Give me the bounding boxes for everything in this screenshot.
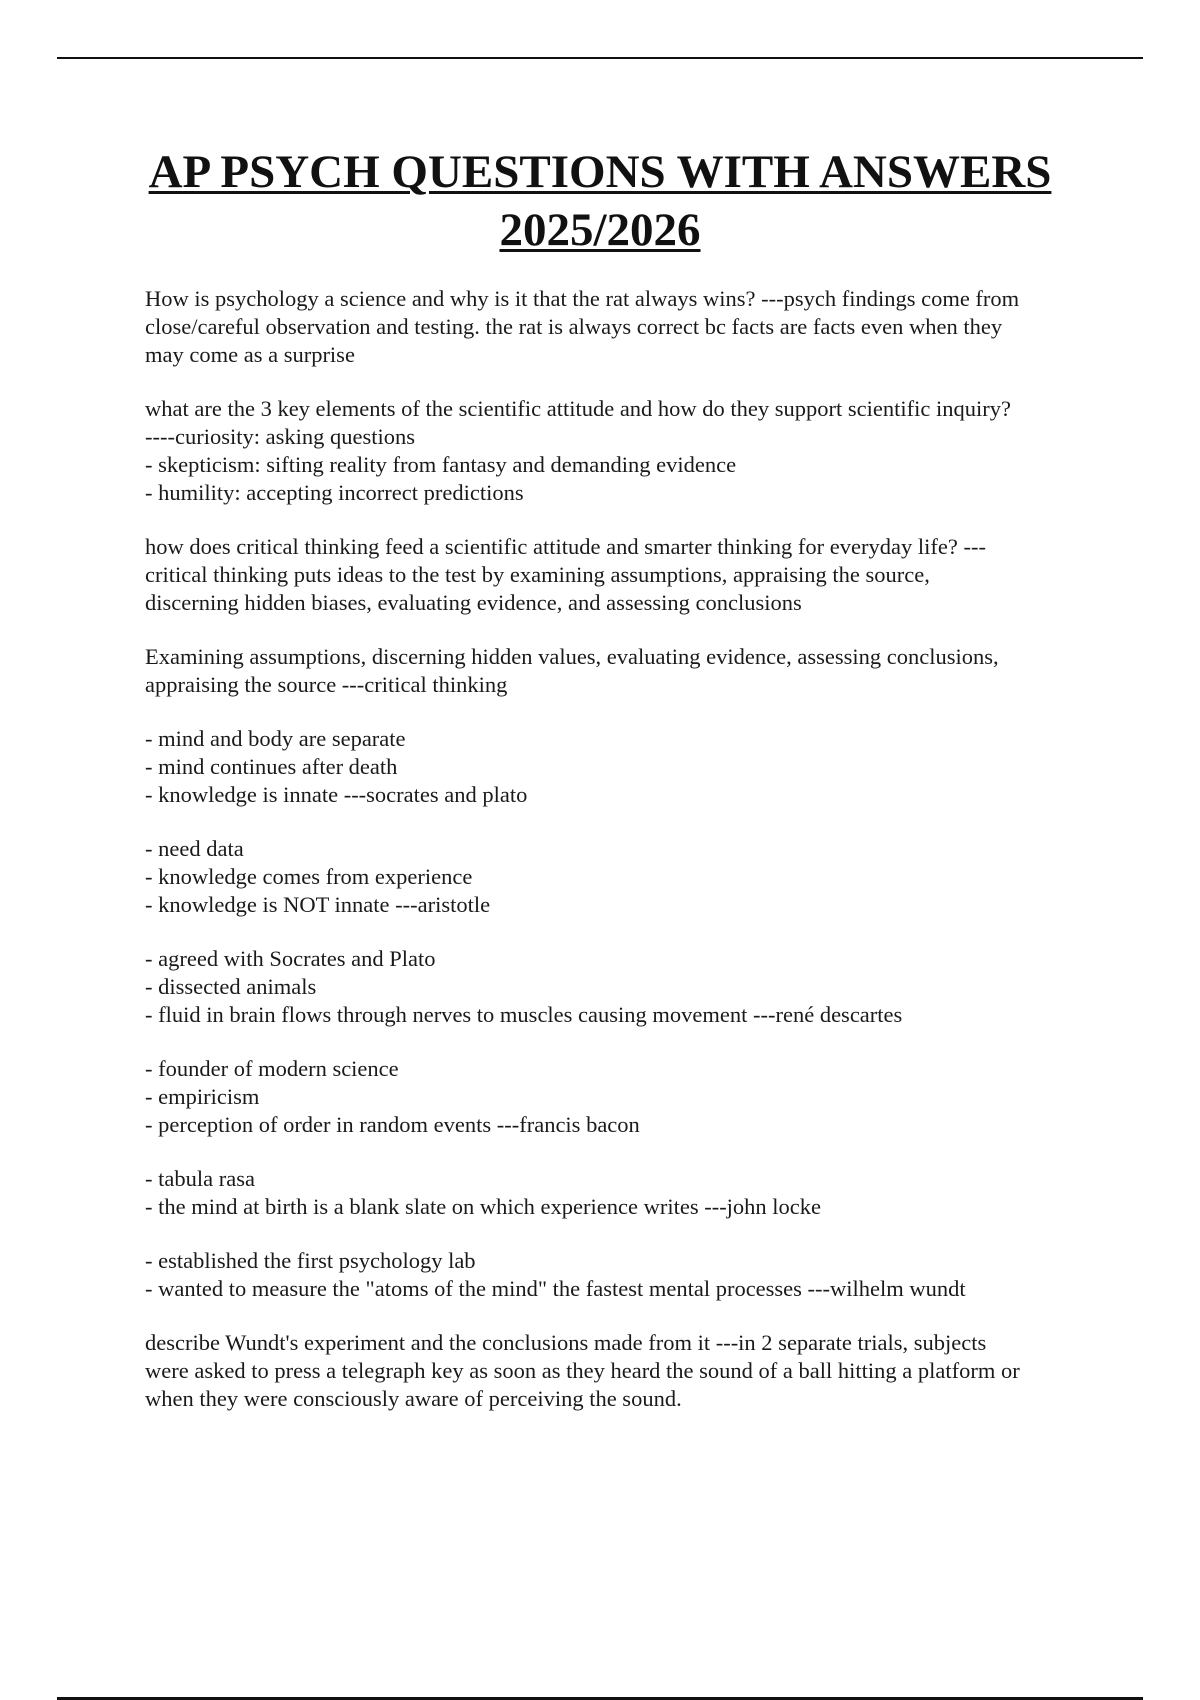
qa-entry-line: when they were consciously aware of perceiving the sound.	[145, 1386, 682, 1411]
qa-entry	[145, 533, 1100, 617]
qa-entry-line: - wanted to measure the "atoms of the mind" the fastest mental processes ---wilhelm wundt	[145, 1276, 966, 1301]
qa-entry-line: Examining assumptions, discerning hidden values, evaluating evidence, assessing conclusions,	[145, 644, 999, 669]
qa-entry-line: - knowledge is innate ---socrates and plato	[145, 782, 528, 807]
qa-entry-line: appraising the source ---critical thinking	[145, 672, 508, 697]
qa-entry-line: - dissected animals	[145, 974, 317, 999]
qa-entry-line: - established the first psychology lab	[145, 1248, 476, 1273]
document-title	[100, 143, 1100, 259]
qa-entry	[145, 1329, 1100, 1413]
qa-entry	[145, 643, 1100, 699]
top-rule	[57, 57, 1143, 59]
qa-entry-line: discerning hidden biases, evaluating evidence, and assessing conclusions	[145, 590, 802, 615]
qa-entry-line: - agreed with Socrates and Plato	[145, 946, 436, 971]
qa-entry-line: - mind continues after death	[145, 754, 398, 779]
qa-entry	[145, 1055, 1100, 1139]
qa-entry	[145, 725, 1100, 809]
qa-entry-line: what are the 3 key elements of the scientific attitude and how do they support scientific inquiry?	[145, 396, 1011, 421]
title-line-1: AP PSYCH QUESTIONS WITH ANSWERS	[148, 146, 1052, 198]
qa-entry-line: - humility: accepting incorrect predictions	[145, 480, 524, 505]
question-answer-list	[145, 285, 1100, 1439]
qa-entry-line: - knowledge is NOT innate ---aristotle	[145, 892, 491, 917]
qa-entry	[145, 395, 1100, 507]
qa-entry-line: describe Wundt's experiment and the conclusions made from it ---in 2 separate trials, subjects	[145, 1330, 987, 1355]
qa-entry-line: - mind and body are separate	[145, 726, 406, 751]
qa-entry-line: - the mind at birth is a blank slate on which experience writes ---john locke	[145, 1194, 822, 1219]
qa-entry-line: - perception of order in random events ---francis bacon	[145, 1112, 640, 1137]
qa-entry	[145, 835, 1100, 919]
qa-entry-line: were asked to press a telegraph key as soon as they heard the sound of a ball hitting a platform or	[145, 1358, 1020, 1383]
qa-entry-line: - tabula rasa	[145, 1166, 255, 1191]
qa-entry	[145, 1165, 1100, 1221]
qa-entry-line: - knowledge comes from experience	[145, 864, 473, 889]
title-line-2: 2025/2026	[499, 204, 701, 256]
qa-entry-line: ----curiosity: asking questions	[145, 424, 415, 449]
qa-entry-line: may come as a surprise	[145, 342, 355, 367]
qa-entry-line: - fluid in brain flows through nerves to muscles causing movement ---rené descartes	[145, 1002, 903, 1027]
qa-entry	[145, 945, 1100, 1029]
qa-entry-line: close/careful observation and testing. the rat is always correct bc facts are facts even when they	[145, 314, 1003, 339]
qa-entry-line: How is psychology a science and why is it that the rat always wins? ---psych findings come from	[145, 286, 1020, 311]
qa-entry-line: how does critical thinking feed a scientific attitude and smarter thinking for everyday life? ---	[145, 534, 986, 559]
qa-entry-line: - need data	[145, 836, 244, 861]
qa-entry	[145, 285, 1100, 369]
qa-entry-line: critical thinking puts ideas to the test by examining assumptions, appraising the source,	[145, 562, 930, 587]
qa-entry-line: - skepticism: sifting reality from fantasy and demanding evidence	[145, 452, 737, 477]
qa-entry-line: - empiricism	[145, 1084, 260, 1109]
qa-entry	[145, 1247, 1100, 1303]
qa-entry-line: - founder of modern science	[145, 1056, 399, 1081]
